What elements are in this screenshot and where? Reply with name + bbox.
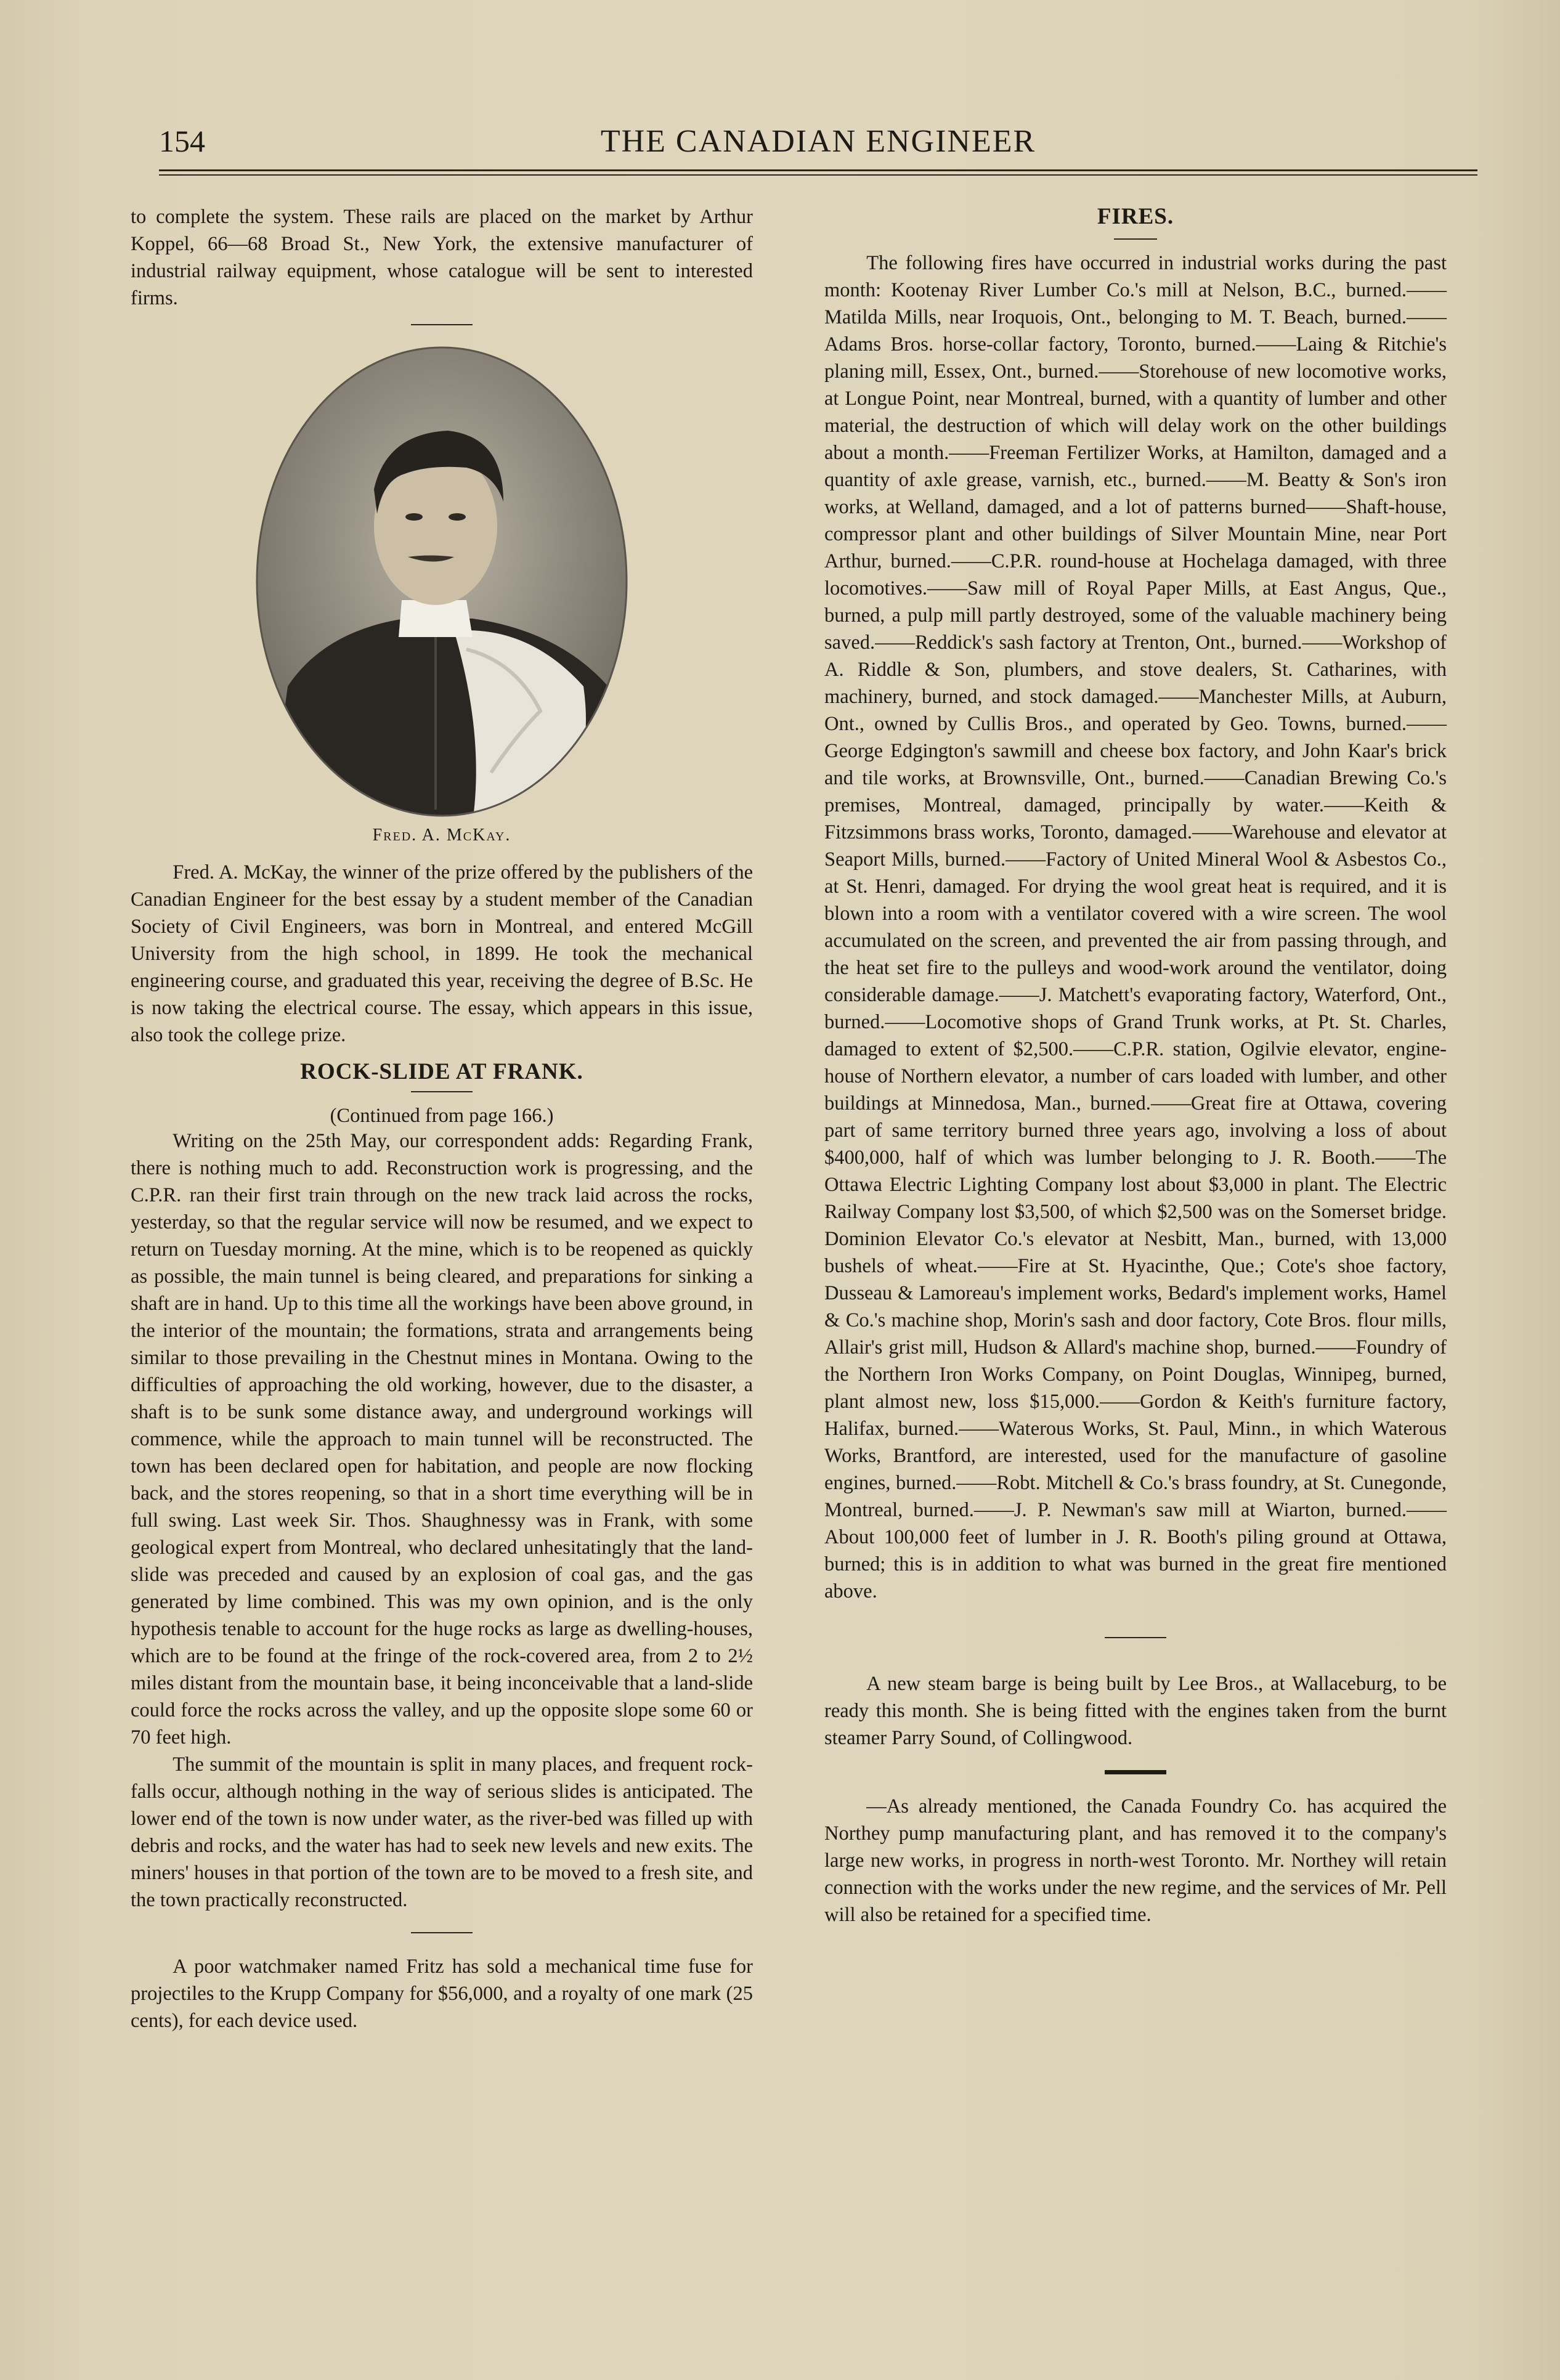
separator-rule xyxy=(1114,238,1157,240)
separator-rule xyxy=(411,1091,473,1092)
header-double-rule xyxy=(159,169,1477,176)
rockslide-paragraph-1: Writing on the 25th May, our correspondent adds: Regarding Frank, there is nothing much to add. Reconstruction work is progressing, and the C.P.R. ran their first train through on the new track laid across the rocks, yesterday, so that the regular service will now be resumed, and we expect to return on Tuesday morning. At the mine, which is to be reopened as quickly as possible, the main tunnel is being cleared, and preparations for sinking a shaft are in hand. Up to this time all the workings have been above ground, in the interior of the mountain; the formations, strata and arrangements being similar to those prevailing in the Chestnut mines in Montana. Owing to the difficulties of approaching the old working, however, due to the disaster, a shaft is to be sunk some distance away, and underground workings will commence, while the approach to main tunnel will be reconstructed. The town has been declared open for habitation, and people are now flocking back, and the stores reopening, so that in a short time everything will be in full swing. Last week Sir. Thos. Shaughnessy was in Frank, with some geological expert from Montreal, who declared unhesitatingly that the land-slide was preceded and caused by an explosion of coal gas, and the gas generated by lime combined. This was my own opinion, and is the only hypothesis tenable to account for the huge rocks as large as dwelling-houses, which are to be found at the fringe of the rock-covered area, from 2 to 2½ miles distant from the mountain base, it being inconceivable that a land-slide could force the rocks across the valley, and up the opposite slope some 60 or 70 feet high. xyxy=(131,1130,753,1748)
watchmaker-paragraph: A poor watchmaker named Fritz has sold a mechanical time fuse for projectiles to the Krupp Company for $56,000, and a royalty of one mark (25 cents), for each device used. xyxy=(131,1956,753,2032)
separator-rule xyxy=(411,324,473,325)
portrait-caption: Fred. A. McKay. xyxy=(372,826,511,845)
continued-note: (Continued from page 166.) xyxy=(330,1105,554,1127)
portrait-illustration xyxy=(251,341,633,822)
separator-rule xyxy=(1105,1637,1166,1638)
portrait-photo xyxy=(251,341,633,822)
mckay-paragraph: Fred. A. McKay, the winner of the prize offered by the publishers of the Canadian Engineer for the best essay by a student member of the Canadian Society of Civil Engineers, was born in Montreal, and entered McGill University from the high school, in 1899. He took the mechanical engineering course, and graduated this year, receiving the degree of B.Sc. He is now taking the electrical course. The essay, which appears in this issue, also took the college prize. xyxy=(131,861,753,1046)
running-title: THE CANADIAN ENGINEER xyxy=(600,124,1036,159)
rockslide-paragraph-2: The summit of the mountain is split in many places, and frequent rock-falls occur, although nothing in the way of serious slides is anticipated. The lower end of the town is now under water, as the river-bed was filled up with debris and rocks, and the water has had to seek new levels and new exits. The miners' houses in that portion of the town are to be moved to a fresh site, and the town practically reconstructed. xyxy=(131,1753,753,1911)
foundry-paragraph: —As already mentioned, the Canada Foundry Co. has acquired the Northey pump manufacturing plant, and has removed it to the company's large new works, in progress in north-west Toronto. Mr. Northey will retain connection with the works under the new regime, and the services of Mr. Pell will also be retained for a specified time. xyxy=(824,1795,1447,1926)
right-column xyxy=(824,203,1447,1928)
fires-paragraph: The following fires have occurred in industrial works during the past month: Kootenay River Lumber Co.'s mill at Nelson, B.C., burned.——Matilda Mills, near Iroquois, Ont., belonging to M. T. Beach, burned.——Adams Bros. horse-collar factory, Toronto, burned.——Laing & Ritchie's planing mill, Essex, Ont., burned.——Storehouse of new locomotive works, at Longue Point, near Montreal, burned, with a quantity of lumber and other material, the destruction of which will delay work on the other buildings about a month.——Freeman Fertilizer Works, at Hamilton, damaged and a quantity of axle grease, varnish, etc., burned.——M. Beatty & Son's iron works, at Welland, damaged, and a lot of patterns burned——Shaft-house, compressor plant and other buildings of Silver Mountain Mine, near Port Arthur, burned.——C.P.R. round-house at Hochelaga damaged, with three locomotives.——Saw mill of Royal Paper Mills, at East Angus, Que., burned, a pulp mill partly destroyed, some of the valuable machinery being saved.——Reddick's sash factory at Trenton, Ont., burned.——Workshop of A. Riddle & Son, plumbers, and stove dealers, St. Catharines, with machinery, burned, and stock damaged.——Manchester Mills, at Auburn, Ont., owned by Cullis Bros., and operated by Geo. Towns, burned.——George Edgington's sawmill and cheese box factory, and John Kaar's brick and tile works, at Brownsville, Ont., burned.——Canadian Brewing Co.'s premises, Montreal, damaged, principally by water.——Keith & Fitzsimmons brass works, Toronto, damaged.——Warehouse and elevator at Seaport Mills, burned.——Factory of United Mineral Wool & Asbestos Co., at St. Henri, damaged. For drying the wool great heat is required, and it is blown into a room with a ventilator covered with a wire screen. The wool accumulated on the screen, and prevented the air from passing through, and the heat set fire to the pulleys and wood-work around the ventilator, doing considerable damage.——J. Matchett's evaporating factory, Waterford, Ont., burned.——Locomotive shops of Grand Trunk works, at Pt. St. Charles, damaged to extent of $2,500.——C.P.R. station, Ogilvie elevator, engine-house of Northern elevator, a number of cars loaded with lumber, and other buildings at Minnedosa, Man., burned.——Great fire at Ottawa, covering part of same territory burned three years ago, involving a loss of about $400,000, half of which was lumber belonging to J. R. Booth.——The Ottawa Electric Lighting Company lost about $3,000 in plant. The Electric Railway Company lost $3,500, of which $2,500 was on the Somerset bridge. Dominion Elevator Co.'s elevator at Nesbitt, Man., burned, with 13,000 bushels of wheat.——Fire at St. Hyacinthe, Que.; Cote's shoe factory, Dusseau & Lamoreau's implement works, Bedard's implement works, Hamel & Co.'s machine shop, Morin's sash and door factory, Cote Bros. flour mills, Allair's grist mill, Hudson & Allard's machine shop, burned.——Foundry of the Northern Iron Works Company, on Point Douglas, Winnipeg, burned, plant almost new, loss $15,000.——Gordon & Keith's furniture factory, Halifax, burned.——Waterous Works, St. Paul, Minn., in which Waterous Works, Brantford, are interested, used for the manufacture of gasoline engines, burned.——Robt. Mitchell & Co.'s brass foundry, at St. Cunegonde, Montreal, burned.——J. P. Newman's saw mill at Wiarton, burned.——About 100,000 feet of lumber in J. R. Booth's piling ground at Ottawa, burned; this is in addition to what was burned in the great fire mentioned above. xyxy=(824,252,1447,1602)
separator-bar xyxy=(1105,1770,1166,1774)
fires-heading: FIRES. xyxy=(1097,204,1174,229)
separator-rule xyxy=(411,1932,473,1933)
page-number: 154 xyxy=(159,124,205,158)
rockslide-heading: ROCK-SLIDE AT FRANK. xyxy=(300,1059,583,1084)
barge-paragraph: A new steam barge is being built by Lee Bros., at Wallaceburg, to be ready this month. She is being fitted with the engines taken from the burnt steamer Parry Sound, of Collingwood. xyxy=(824,1673,1447,1749)
left-column xyxy=(131,203,753,2034)
intro-paragraph: to complete the system. These rails are placed on the market by Arthur Koppel, 66—68 Broad St., New York, the extensive manufacturer of industrial railway equipment, whose catalogue will be sent to interested firms. xyxy=(131,206,753,309)
page-header xyxy=(159,123,1477,166)
